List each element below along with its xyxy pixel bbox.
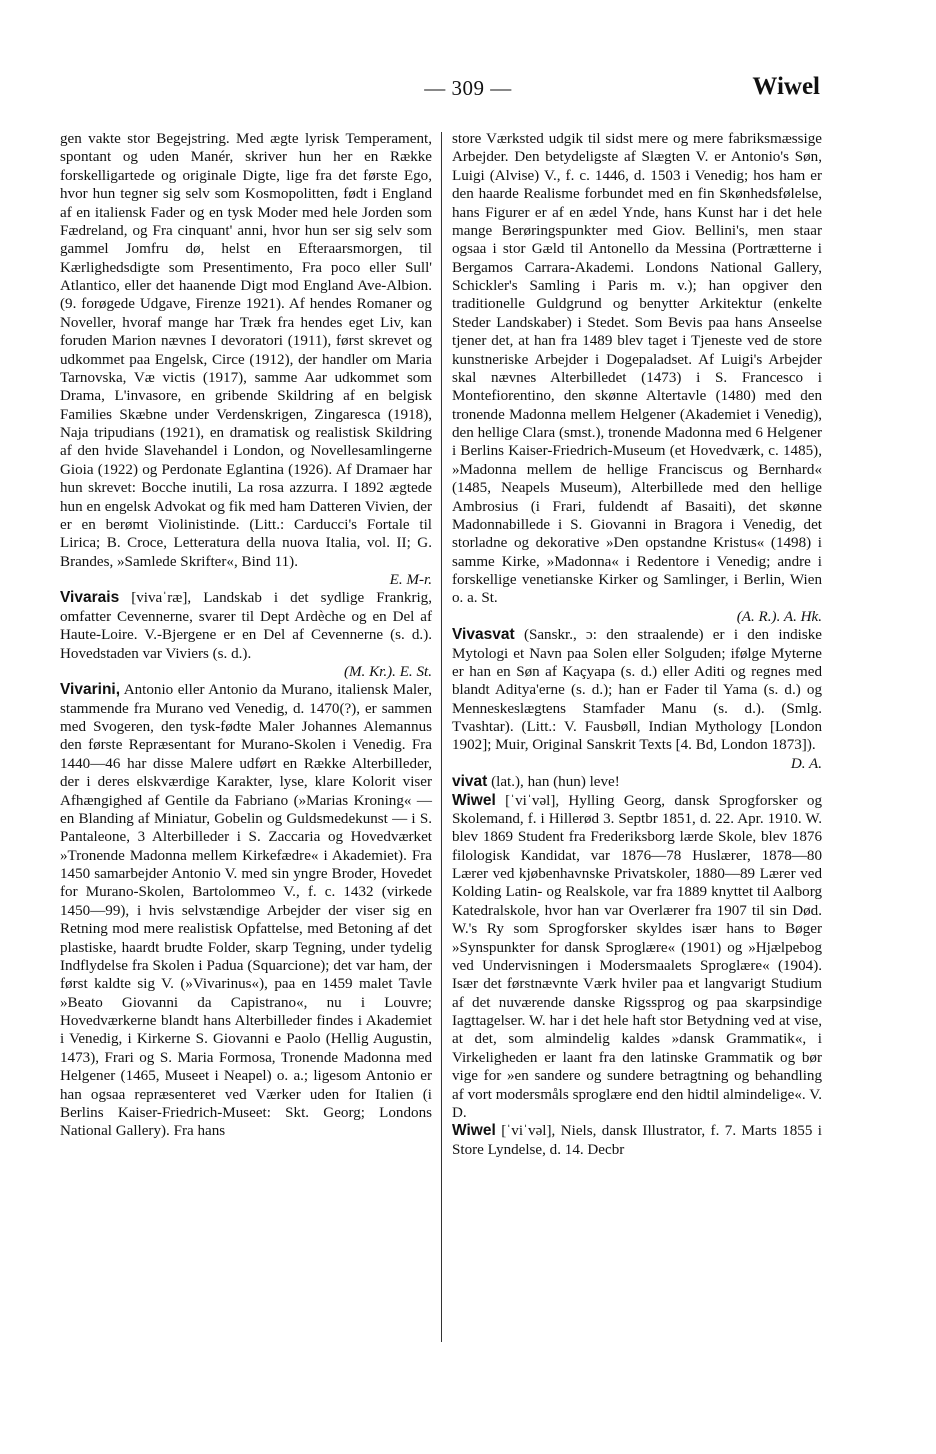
headword: vivat bbox=[452, 773, 488, 791]
left-column bbox=[60, 130, 432, 1141]
entry-vivat bbox=[452, 773, 822, 791]
headword: Vivarais bbox=[60, 589, 120, 607]
entry-vivarais bbox=[60, 589, 432, 681]
headword: Vivarini, bbox=[60, 681, 121, 699]
entry-signature: E. M-r. bbox=[389, 572, 432, 588]
entry-text: Antonio eller Antonio da Murano, italiensk Maler, stammende fra Murano ved Venedig, d. 1470(?), er sammen med Svogeren, den tysk-fødte Maler Johannes Alemannus den første Repræsentant for Murano-Skolen i Venedig. Fra 1440—46 har disse Malere udført en Række Alterbilleder, der i deres elskværdige Karakter, lyse, klare Kolorit viser Afhængighed af Gentile da Fabriano (»Marias Kroning« — en Blanding af Miniatur, Gobelin og Guldsmedekunst — i S. Pantaleone, 3 Alterbilleder i S. Zaccaria og Hovedværket »Tronende Madonna mellem Kirkefædre« i Akademiet). Fra 1450 samarbejder Antonio V. med sin yngre Broder, Hovedet for Murano-Skolen, Bartolommeo V., f. c. 1432 (virkede 1450—99), i hvis selvstændige Arbejder der viser sig en Retning mod mere realistisk Opfattelse, med Betoning af det plastiske, haardt brudte Folder, skarp Tegning, under tydelig Indflydelse fra Skolen i Padua (Squarcione); det var ham, der først kaldte sig V. (»Vivarinus«), paa en 1459 malet Tavle »Beato Giovanni da Capistrano«, nu i Louvre; Hovedværkerne blandt hans Alterbilleder findes i Akademiet i Venedig, i Kirkerne S. Giovanni e Paolo (Hellig Augustin, 1473), Frari og S. Maria Formosa, Tronende Madonna med Helgener (1465, Museet i Neapel) o. a.; ligesom Antonio er han ogsaa repræsenteret ved Værker uden for Italien (i Berlins Kaiser-Friedrich-Museet: Skt. Georg; Londons National Gallery). Fra hans bbox=[60, 682, 432, 1140]
entry-continuation bbox=[452, 130, 822, 626]
entry-signature: (M. Kr.). E. St. bbox=[343, 663, 432, 680]
right-column bbox=[452, 130, 822, 1159]
headword: Vivasvat bbox=[452, 626, 515, 644]
entry-text: store Værksted udgik til sidst mere og mere fabriksmæssige Arbejder. Den betydeligste af Slægten V. er Antonio's Søn, Luigi (Alvise) V., f. c. 1446, d. 1503 i Venedig; hos ham er den haarde Realisme forbundet med en fin Skønhedsfølelse, hans Figurer er af en ædel Ynde, hans Kunst har i det hele mange Berøringspunkter med Giov. Bellini's, men staar ogsaa i stor Gæld til Antonello da Messina (Portrætterne i Bergamos Carrara-Akademi. Londons National Gallery, Schickler's Samling i Paris m. v.); han opgiver den traditionelle Guldgrund og benytter Arkitektur (enkelte Steder Landskaber) i Stedet. Som Bevis paa hans Anseelse tjener det, at han fra 1489 blev taget i Tjeneste ved de store kunstneriske Arbejder i Dogepaladset. Af Luigi's Arbejder skal nævnes Alterbilledet (1473) i S. Francesco i Montefiorentino, den skønne Altertavle (1480) med den tronende Madonna mellem Helgener (Akademiet i Venedig), den hellige Clara (smst.), tronende Madonna med 6 Helgener i Berlins Kaiser-Friedrich-Museum (et Hovedværk, c. 1485), »Madonna mellem de hellige Franciscus og Bernhard« (1485, Neapels Museum), Alterbillede med den hellige Ambrosius (i Frari, fuldendt af Basaiti), det skønne Madonnabillede i S. Giovanni in Bragora i Venedig, det storladne og dekorative »Den opstandne Kristus« (1498) i samme Kirke, »Madonna« i Redentore i Venedig; andre i forskellige venetianske Kirker og Samlinger, i Berlin, Wien o. a. St. bbox=[452, 131, 822, 607]
entry-text: [ˈviˈvəl], Hylling Georg, dansk Sprogforsker og Skolemand, f. i Hillerød 3. Septbr 1851, d. 22. Apr. 1910. W. blev 1869 Student fra Frederiksborg lærde Skole, blev 1876 filologisk Kandidat, var 1876—78 Huslærer, 1878—80 Lærer ved kjøbenhavnske Privatskoler, 1880—89 Lærer ved Kolding Latin- og Realskole, var fra 1889 knyttet til Aalborg Katedralskole, hvor han var Overlærer fra 1907 til sin Død. W.'s Ry som Sprogforsker skyldes især hans to Bøger »Synspunkter for dansk Sproglære« (1901) og »Hjælpebog ved Undervisningen i Modersmaalets Sproglære« (1904). Især det førstnævnte Værk hviler paa et langvarigt Studium af det nuværende danske Rigssprog og paa skarpsindige Iagttagelser. W. har i det hele haft stor Betydning ved at vise, at det, som almindelig kaldes »dansk Grammatik«, i Virkeligheden er laant fra den latinske Grammatik og bør vige for »en sandere og sundere betragtning og behandling af vort modersmåls sproglære end den hidtil almindelige«. V. D. bbox=[452, 792, 822, 1121]
entry-text: gen vakte stor Begejstring. Med ægte lyrisk Temperament, spontant og uden Manér, skriver hun her en Række forskelligartede og originale Digte, lige fra det første Ego, hvor hun tegner sig selv som Kosmopolitten, født i England af en italiensk Fader og en tysk Moder med hele Jorden som Fædreland, og Fra cinquant' anni, hvor hun ser sig selv som gammel Jomfru dø, helst en Efteraarsmorgen, til Kærlighedsdigte som Presentimento, Fra poco eller Sull' Atlantico, eller det haanende Digt mod England Ave-Albion. (9. forøgede Udgave, Firenze 1921). Af hendes Romaner og Noveller, hvoraf mange har Træk fra hendes eget Liv, kan foruden Marion nævnes I devoratori (1911), først skrevet og udkommet paa Engelsk, Circe (1912), der handler om Maria Tarnovska, Væ victis (1917), samme Aar udkommet som Drama, L'invasore, en gribende Skildring af en belgisk Families Skæbne under Verdenskrigen, Zingaresca (1918), Naja tripudians (1921), en dramatisk og realistisk Skildring af den hvide Slavehandel i London, og Novellesamlingerne Gioia (1922) og Perdonate Eglantina (1926). Af Dramaer har hun skrevet: Bocche inutili, La rosa azzurra. I 1892 ægtede hun en engelsk Advokat og fik med ham Datteren Vivien, der er en berømt Violinistinde. (Litt.: Carducci's Fortale til Lirica; B. Croce, Letteratura della nuova Italia, vol. II; G. Brandes, »Samlede Skrifter«, Bind 11). bbox=[60, 131, 432, 570]
running-head: Wiwel bbox=[752, 73, 820, 100]
entry-wiwel-niels bbox=[452, 1122, 822, 1159]
column-divider bbox=[441, 132, 442, 1342]
entry-text: [ˈviˈvəl], Niels, dansk Illustrator, f. 7. Marts 1855 i Store Lyndelse, d. 14. Decbr bbox=[452, 1123, 822, 1158]
entry-wiwel-georg bbox=[452, 792, 822, 1123]
headword: Wiwel bbox=[452, 1122, 496, 1140]
entry-signature: (A. R.). A. Hk. bbox=[736, 608, 822, 625]
entry-signature: D. A. bbox=[790, 755, 822, 772]
entry-vivarini bbox=[60, 681, 432, 1140]
entry-text: [vivaˈræ], Landskab i det sydlige Frankrig, omfatter Cevennerne, svarer til Dept Ardèche og en Del af Haute-Loire. V.-Bjergene er en Del af Cevennerne (s. d.). Hovedstaden var Viviers (s. d.). bbox=[60, 590, 433, 662]
page-number: — 309 — bbox=[424, 76, 512, 100]
headword: Wiwel bbox=[452, 791, 496, 809]
entry-text: (lat.), han (hun) leve! bbox=[491, 774, 620, 791]
entry-continuation bbox=[60, 130, 432, 589]
entry-text: (Sanskr., ɔ: den straalende) er i den indiske Mytologi et Navn paa Solen eller Solguden; ifølge Myterne er han en Søn af Kaçyapa (s. d.) eller Aditi og regnes med blandt Aditya'erne (s. d.); han er Fader til Yama (s. d.) og Menneskeslægtens Stamfader Manu (s. d.). (Smlg. Tvashtar). (Litt.: V. Fausbøll, Indian Mythology [London 1902]; Muir, Original Sanskrit Texts [4. Bd, London 1873]). bbox=[452, 627, 822, 754]
entry-vivasvat bbox=[452, 626, 822, 773]
